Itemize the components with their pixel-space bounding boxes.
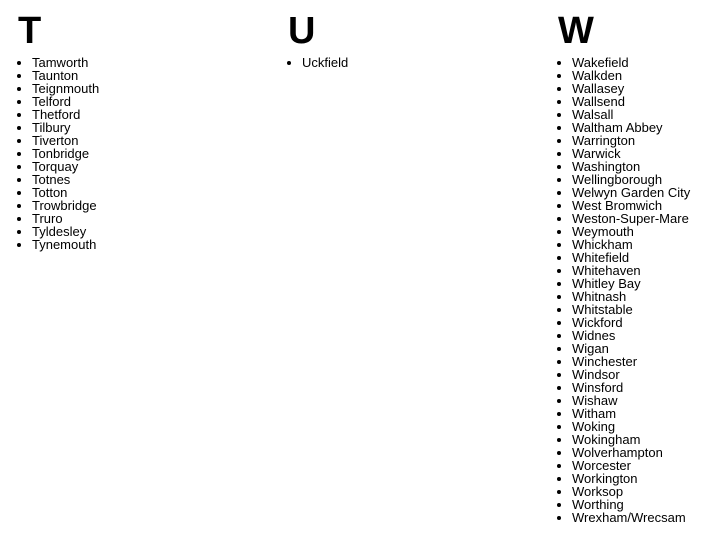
town-list-item: • Totton <box>32 186 268 199</box>
town-list-item: • Tilbury <box>32 121 268 134</box>
town-list-item: • Torquay <box>32 160 268 173</box>
town-list-item: • Wallsend <box>572 95 707 108</box>
town-list-item: • Tamworth <box>32 56 268 69</box>
section-heading-t: T <box>18 10 42 52</box>
town-list-item: • Wakefield <box>572 56 707 69</box>
town-list-item: • Washington <box>572 160 707 173</box>
town-list-item: • Thetford <box>32 108 268 121</box>
town-list-item: • Worthing <box>572 498 707 511</box>
town-list-item: • Weymouth <box>572 225 707 238</box>
town-list-item: • Woking <box>572 420 707 433</box>
town-list-item: • Whitley Bay <box>572 277 707 290</box>
town-list-item: • Whitefield <box>572 251 707 264</box>
town-list-item: • Tyldesley <box>32 225 268 238</box>
town-list-item: • Whitnash <box>572 290 707 303</box>
town-list-item: • Warrington <box>572 134 707 147</box>
town-list-item: • Wokingham <box>572 433 707 446</box>
town-list-item: • Taunton <box>32 69 268 82</box>
section-t <box>18 8 268 251</box>
town-list-item: • Warwick <box>572 147 707 160</box>
town-list-item: • Trowbridge <box>32 199 268 212</box>
town-list-item: • Walsall <box>572 108 707 121</box>
section-heading-w: W <box>558 10 594 52</box>
section-heading-u: U <box>288 10 316 52</box>
town-list-item: • Wellingborough <box>572 173 707 186</box>
town-list-item: • Walkden <box>572 69 707 82</box>
town-list-item: • Workington <box>572 472 707 485</box>
town-list-item: • Wickford <box>572 316 707 329</box>
town-list-u <box>288 56 538 69</box>
town-list-item: • Wrexham/Wrecsam <box>572 511 707 524</box>
town-list-item: • Truro <box>32 212 268 225</box>
town-list-item: • Waltham Abbey <box>572 121 707 134</box>
town-list-t <box>18 56 268 251</box>
town-list-item: • Wolverhampton <box>572 446 707 459</box>
town-list-item: • Whickham <box>572 238 707 251</box>
section-u <box>288 8 538 69</box>
town-list-item: • Tynemouth <box>32 238 268 251</box>
town-list-item: • Windsor <box>572 368 707 381</box>
town-list-w <box>558 56 707 524</box>
town-list-item: • Worksop <box>572 485 707 498</box>
section-w <box>558 8 707 524</box>
town-list-item: • Uckfield <box>302 56 538 69</box>
town-list-item: • Teignmouth <box>32 82 268 95</box>
town-list-item: • Winsford <box>572 381 707 394</box>
town-list-item: • Wishaw <box>572 394 707 407</box>
town-list-item: • Widnes <box>572 329 707 342</box>
town-list-item: • Weston-Super-Mare <box>572 212 707 225</box>
town-list-item: • Worcester <box>572 459 707 472</box>
town-list-item: • Wallasey <box>572 82 707 95</box>
town-list-item: • Welwyn Garden City <box>572 186 707 199</box>
town-list-item: • Winchester <box>572 355 707 368</box>
town-list-item: • West Bromwich <box>572 199 707 212</box>
town-list-item: • Witham <box>572 407 707 420</box>
town-list-item: • Totnes <box>32 173 268 186</box>
town-list-item: • Wigan <box>572 342 707 355</box>
town-list-item: • Tonbridge <box>32 147 268 160</box>
town-list-item: • Tiverton <box>32 134 268 147</box>
town-list-item: • Whitstable <box>572 303 707 316</box>
town-list-item: • Telford <box>32 95 268 108</box>
town-list-item: • Whitehaven <box>572 264 707 277</box>
